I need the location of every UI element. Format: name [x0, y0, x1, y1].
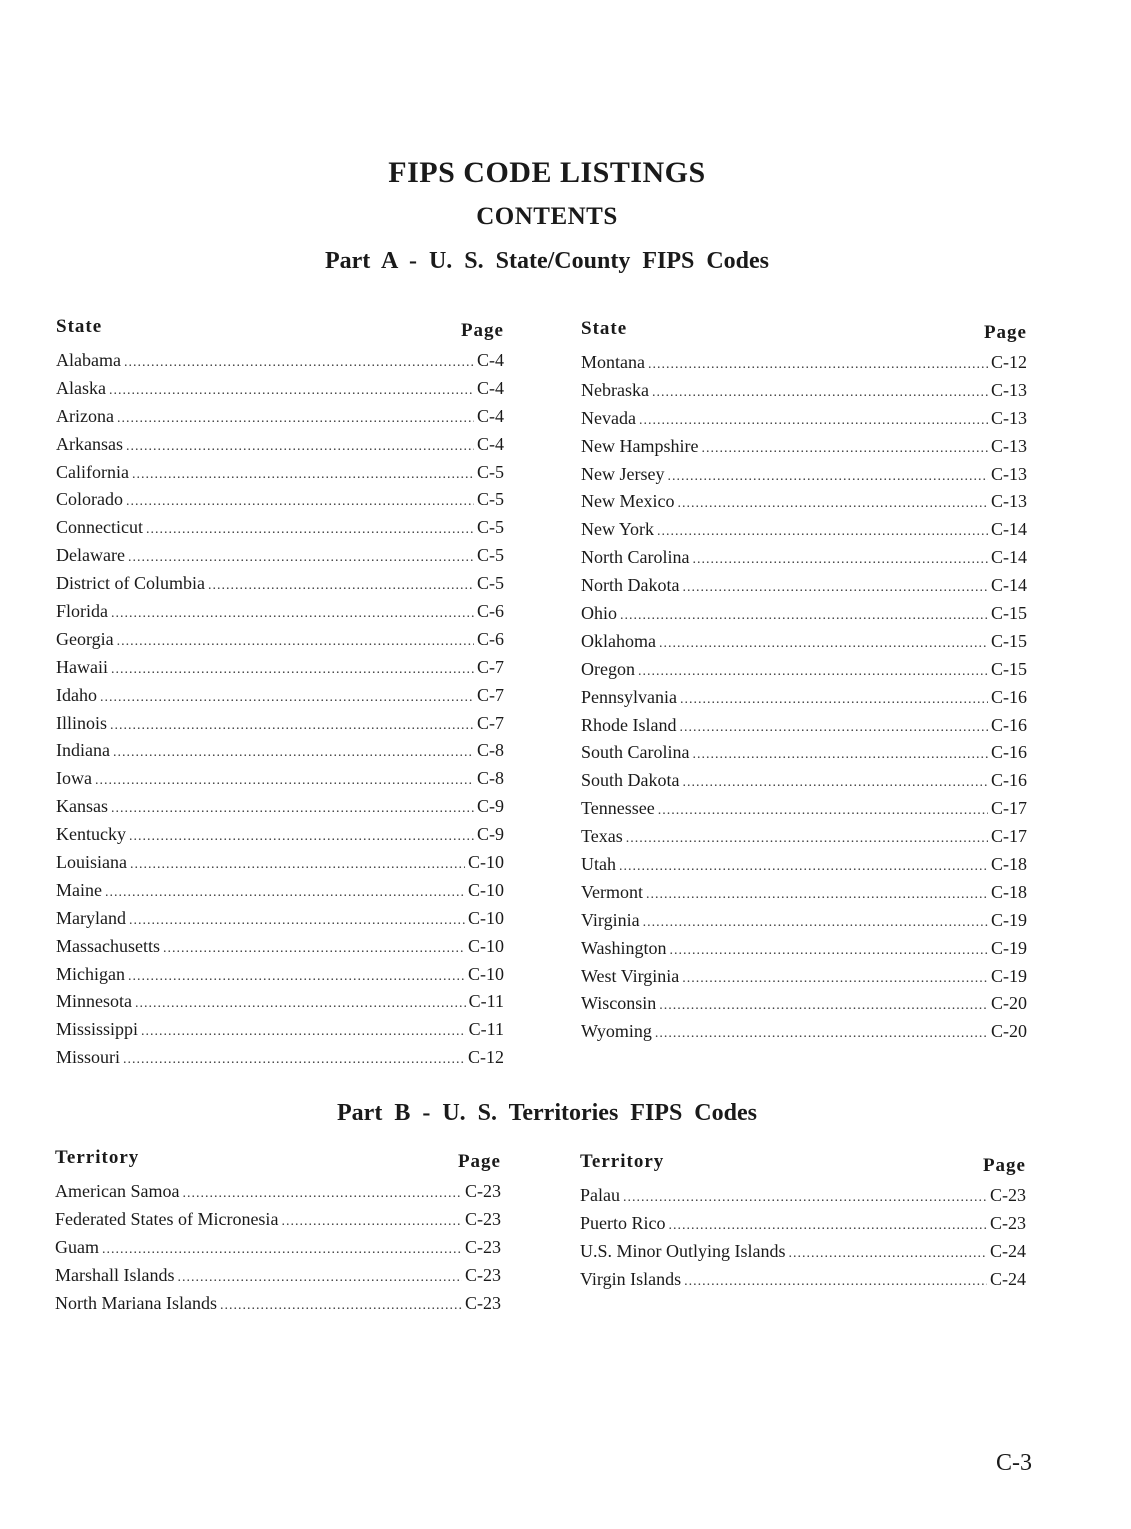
toc-entry[interactable]: [581, 766, 1027, 794]
toc-entry[interactable]: [56, 1043, 504, 1071]
contents-heading: CONTENTS: [476, 203, 618, 230]
entry-page: C-13: [991, 435, 1027, 456]
entry-page: C-13: [991, 407, 1027, 428]
toc-entry[interactable]: [581, 878, 1027, 906]
entry-page: C-14: [991, 519, 1027, 540]
toc-entry[interactable]: [581, 989, 1027, 1017]
toc-entry[interactable]: [56, 736, 504, 764]
dot-leader: [146, 516, 474, 544]
entry-page: C-4: [477, 433, 504, 454]
page-title: FIPS CODE LISTINGS: [388, 156, 706, 189]
entry-name: Georgia: [56, 628, 114, 649]
entry-name: Arizona: [56, 405, 114, 426]
entry-page: C-18: [991, 854, 1027, 875]
entry-name: Arkansas: [56, 433, 123, 454]
toc-entry[interactable]: [580, 1181, 1026, 1209]
column-header-page: Page: [460, 320, 504, 341]
entry-page: C-19: [991, 965, 1027, 986]
entry-page: C-10: [468, 907, 504, 928]
toc-entry[interactable]: [581, 487, 1027, 515]
dot-leader: [652, 379, 988, 407]
column-header: [580, 1151, 1026, 1181]
entry-name: Federated States of Micronesia: [55, 1208, 279, 1229]
dot-leader: [220, 1292, 462, 1320]
toc-entry[interactable]: [56, 876, 504, 904]
dot-leader: [680, 686, 988, 714]
toc-entry[interactable]: [56, 597, 504, 625]
entry-page: C-16: [991, 714, 1027, 735]
dot-leader: [111, 656, 474, 684]
entry-page: C-16: [991, 742, 1027, 763]
toc-entry[interactable]: [56, 653, 504, 681]
toc-entry[interactable]: [581, 711, 1027, 739]
entry-page: C-23: [465, 1181, 501, 1201]
entry-page: C-23: [465, 1208, 501, 1229]
part-a-heading: Part A - U. S. State/County FIPS Codes: [324, 248, 769, 274]
column-header: [55, 1147, 501, 1177]
dot-leader: [163, 935, 465, 963]
entry-name: Connecticut: [56, 517, 143, 538]
toc-entry[interactable]: [581, 906, 1027, 934]
entry-page: C-23: [465, 1264, 501, 1285]
entry-page: C-17: [991, 826, 1027, 847]
entry-name: Rhode Island: [581, 714, 677, 735]
dot-leader: [102, 1236, 462, 1264]
entry-page: C-11: [468, 991, 504, 1012]
part-b-right-column: [580, 1151, 1026, 1293]
entry-page: C-16: [991, 686, 1027, 707]
entry-page: C-7: [477, 712, 504, 733]
entry-page: C-23: [465, 1236, 501, 1257]
entry-name: Ohio: [581, 603, 617, 624]
entry-page: C-14: [991, 575, 1027, 596]
dot-leader: [677, 490, 988, 518]
dot-leader: [620, 602, 988, 630]
entry-name: North Carolina: [581, 547, 690, 568]
entry-page: C-12: [991, 352, 1027, 372]
column-header-page: Page: [983, 322, 1027, 343]
toc-entry[interactable]: [56, 792, 504, 820]
toc-entry[interactable]: [581, 571, 1027, 599]
entry-name: Mississippi: [56, 1019, 139, 1040]
toc-entry[interactable]: [581, 962, 1027, 990]
dot-leader: [682, 965, 988, 993]
toc-entry[interactable]: [55, 1177, 501, 1205]
entry-page: C-15: [991, 630, 1027, 651]
entry-page: C-5: [477, 489, 504, 510]
dot-leader: [135, 990, 466, 1018]
dot-leader: [109, 377, 474, 405]
dot-leader: [129, 907, 465, 935]
entry-name: New Jersey: [581, 463, 665, 484]
dot-leader: [648, 351, 988, 379]
entry-name: Virgin Islands: [580, 1268, 682, 1289]
toc-entry[interactable]: [56, 960, 504, 988]
dot-leader: [111, 600, 474, 628]
toc-entry[interactable]: [56, 709, 504, 737]
entry-name: North Mariana Islands: [55, 1292, 217, 1313]
column-header-page: Page: [457, 1151, 501, 1172]
entry-page: C-19: [991, 909, 1027, 930]
toc-entry[interactable]: [56, 430, 504, 458]
toc-entry[interactable]: [581, 655, 1027, 683]
entry-page: C-10: [468, 879, 504, 900]
dot-leader: [655, 1020, 988, 1048]
entry-name: Montana: [581, 352, 645, 372]
entry-name: Alabama: [56, 350, 121, 370]
toc-entry[interactable]: [581, 432, 1027, 460]
dot-leader: [128, 963, 465, 991]
entry-name: Florida: [56, 601, 108, 622]
dot-leader: [643, 909, 988, 937]
entry-name: South Carolina: [581, 742, 690, 763]
entry-page: C-13: [991, 491, 1027, 512]
entry-name: Michigan: [56, 963, 125, 984]
toc-entry[interactable]: [581, 1017, 1027, 1045]
toc-entry[interactable]: [581, 404, 1027, 432]
dot-leader: [646, 881, 988, 909]
toc-entry[interactable]: [56, 374, 504, 402]
entry-page: C-4: [477, 405, 504, 426]
entry-name: Guam: [55, 1236, 99, 1257]
toc-entry[interactable]: [580, 1237, 1026, 1265]
entry-name: Nebraska: [581, 379, 649, 400]
entry-page: C-4: [477, 377, 504, 398]
toc-entry[interactable]: [581, 460, 1027, 488]
dot-leader: [141, 1018, 466, 1046]
dot-leader: [126, 433, 474, 461]
entry-page: C-13: [991, 463, 1027, 484]
entry-name: Marshall Islands: [55, 1264, 175, 1285]
entry-name: Minnesota: [56, 991, 132, 1012]
entry-name: U.S. Minor Outlying Islands: [580, 1240, 786, 1261]
part-b-left-column: [55, 1147, 501, 1316]
dot-leader: [669, 1212, 988, 1240]
dot-leader: [639, 407, 988, 435]
toc-entry[interactable]: [581, 348, 1027, 376]
toc-entry[interactable]: [581, 627, 1027, 655]
dot-leader: [619, 853, 988, 881]
entry-page: C-18: [991, 881, 1027, 902]
dot-leader: [110, 712, 474, 740]
dot-leader: [658, 797, 988, 825]
column-header: [581, 318, 1027, 348]
entry-page: C-13: [991, 379, 1027, 400]
dot-leader: [692, 546, 988, 574]
dot-leader: [130, 851, 465, 879]
entry-page: C-17: [991, 798, 1027, 819]
toc-entry[interactable]: [56, 541, 504, 569]
toc-entry[interactable]: [56, 513, 504, 541]
dot-leader: [657, 518, 988, 546]
entry-name: California: [56, 461, 129, 482]
entry-page: C-23: [465, 1292, 501, 1313]
entry-page: C-12: [468, 1047, 504, 1068]
dot-leader: [693, 741, 989, 769]
entry-name: Wyoming: [581, 1021, 652, 1042]
toc-entry[interactable]: [56, 987, 504, 1015]
toc-entry[interactable]: [56, 346, 504, 374]
toc-entry[interactable]: [581, 934, 1027, 962]
entry-page: C-4: [477, 350, 504, 370]
toc-entry[interactable]: [581, 599, 1027, 627]
toc-entry[interactable]: [55, 1233, 501, 1261]
toc-entry[interactable]: [580, 1209, 1026, 1237]
dot-leader: [113, 739, 474, 767]
entry-name: Delaware: [56, 545, 125, 566]
entry-page: C-5: [477, 545, 504, 566]
toc-entry[interactable]: [55, 1261, 501, 1289]
dot-leader: [126, 488, 474, 516]
entry-name: Illinois: [56, 712, 108, 733]
entry-page: C-8: [477, 740, 504, 761]
toc-entry[interactable]: [56, 402, 504, 430]
dot-leader: [177, 1264, 462, 1292]
dot-leader: [638, 658, 988, 686]
entry-page: C-15: [991, 658, 1027, 679]
entry-name: Puerto Rico: [580, 1212, 666, 1233]
entry-name: Colorado: [56, 489, 123, 510]
entry-name: Maryland: [56, 907, 126, 928]
dot-leader: [684, 1268, 987, 1296]
entry-page: C-14: [991, 547, 1027, 568]
entry-name: Alaska: [56, 377, 106, 398]
entry-name: Hawaii: [56, 656, 108, 677]
entry-name: Idaho: [56, 684, 97, 705]
entry-page: C-10: [468, 852, 504, 873]
toc-entry[interactable]: [56, 848, 504, 876]
entry-page: C-7: [477, 684, 504, 705]
dot-leader: [132, 461, 474, 489]
entry-page: C-19: [991, 937, 1027, 958]
toc-entry[interactable]: [56, 1015, 504, 1043]
toc-entry[interactable]: [580, 1265, 1026, 1293]
toc-entry[interactable]: [581, 543, 1027, 571]
entry-name: Tennessee: [581, 798, 655, 819]
entry-page: C-10: [468, 935, 504, 956]
part-a-left-column: [56, 316, 504, 1071]
dot-leader: [626, 825, 988, 853]
dot-leader: [128, 544, 474, 572]
dot-leader: [667, 463, 988, 491]
entry-name: Texas: [581, 826, 623, 847]
entry-name: Kansas: [56, 796, 108, 817]
dot-leader: [659, 630, 988, 658]
entry-name: Palau: [580, 1185, 620, 1205]
toc-entry[interactable]: [56, 904, 504, 932]
entry-name: Indiana: [56, 740, 110, 761]
toc-entry[interactable]: [581, 683, 1027, 711]
entry-name: Washington: [581, 937, 667, 958]
toc-entry[interactable]: [56, 764, 504, 792]
entry-page: C-11: [468, 1019, 504, 1040]
entry-name: Louisiana: [56, 852, 127, 873]
entry-name: Virginia: [581, 909, 640, 930]
entry-page: C-15: [991, 603, 1027, 624]
dot-leader: [789, 1240, 987, 1268]
entry-page: C-6: [477, 601, 504, 622]
dot-leader: [95, 767, 474, 795]
entry-page: C-20: [991, 993, 1027, 1014]
entry-name: American Samoa: [55, 1181, 180, 1201]
entry-name: New York: [581, 519, 655, 540]
dot-leader: [100, 684, 474, 712]
entry-page: C-20: [991, 1021, 1027, 1042]
dot-leader: [701, 435, 988, 463]
dot-leader: [123, 1046, 465, 1074]
entry-page: C-9: [477, 796, 504, 817]
entry-page: C-24: [990, 1240, 1026, 1261]
toc-entry[interactable]: [55, 1205, 501, 1233]
toc-entry[interactable]: [56, 820, 504, 848]
entry-page: C-10: [468, 963, 504, 984]
entry-page: C-16: [991, 770, 1027, 791]
dot-leader: [659, 992, 988, 1020]
dot-leader: [679, 714, 988, 742]
entry-name: Pennsylvania: [581, 686, 677, 707]
entry-name: North Dakota: [581, 575, 680, 596]
entry-name: Iowa: [56, 768, 92, 789]
entry-name: Kentucky: [56, 824, 126, 845]
page-number: C-3: [996, 1450, 1032, 1476]
dot-leader: [182, 1180, 462, 1208]
dot-leader: [281, 1208, 462, 1236]
toc-entry[interactable]: [581, 822, 1027, 850]
toc-entry[interactable]: [581, 794, 1027, 822]
dot-leader: [117, 628, 474, 656]
entry-name: Missouri: [56, 1047, 121, 1068]
entry-page: C-23: [990, 1212, 1026, 1233]
entry-page: C-24: [990, 1268, 1026, 1289]
entry-name: Nevada: [581, 407, 636, 428]
entry-name: New Mexico: [581, 491, 675, 512]
entry-page: C-9: [477, 824, 504, 845]
column-header-name: Territory: [55, 1147, 140, 1168]
entry-page: C-5: [477, 573, 504, 594]
toc-entry[interactable]: [581, 738, 1027, 766]
toc-entry[interactable]: [56, 569, 504, 597]
column-header-page: Page: [982, 1155, 1026, 1176]
dot-leader: [670, 937, 988, 965]
entry-page: C-7: [477, 656, 504, 677]
toc-entry[interactable]: [56, 625, 504, 653]
entry-name: Wisconsin: [581, 993, 657, 1014]
toc-entry[interactable]: [56, 932, 504, 960]
entry-name: West Virginia: [581, 965, 680, 986]
column-header-name: Territory: [580, 1151, 665, 1172]
toc-entry[interactable]: [581, 376, 1027, 404]
dot-leader: [623, 1184, 987, 1212]
toc-entry[interactable]: [56, 681, 504, 709]
dot-leader: [124, 349, 474, 377]
entry-name: Maine: [56, 879, 102, 900]
entry-name: Oregon: [581, 658, 635, 679]
toc-entry[interactable]: [581, 515, 1027, 543]
entry-page: C-23: [990, 1185, 1026, 1205]
entry-name: Utah: [581, 854, 616, 875]
entry-name: New Hampshire: [581, 435, 699, 456]
toc-entry[interactable]: [56, 458, 504, 486]
entry-page: C-5: [477, 461, 504, 482]
toc-entry[interactable]: [581, 850, 1027, 878]
dot-leader: [105, 879, 465, 907]
dot-leader: [111, 795, 474, 823]
entry-page: C-5: [477, 517, 504, 538]
entry-name: Oklahoma: [581, 630, 656, 651]
dot-leader: [682, 574, 988, 602]
toc-entry[interactable]: [55, 1289, 501, 1317]
dot-leader: [117, 405, 474, 433]
dot-leader: [208, 572, 474, 600]
part-a-right-column: [581, 318, 1027, 1045]
entry-page: C-6: [477, 628, 504, 649]
entry-name: Vermont: [581, 881, 643, 902]
dot-leader: [683, 769, 989, 797]
entry-name: South Dakota: [581, 770, 680, 791]
column-header-name: State: [56, 316, 103, 337]
column-header-name: State: [581, 318, 628, 339]
toc-entry[interactable]: [56, 485, 504, 513]
column-header: [56, 316, 504, 346]
part-b-heading: Part B - U. S. Territories FIPS Codes: [337, 1100, 757, 1126]
entry-name: Massachusetts: [56, 935, 160, 956]
entry-page: C-8: [477, 768, 504, 789]
entry-name: District of Columbia: [56, 573, 205, 594]
dot-leader: [129, 823, 474, 851]
